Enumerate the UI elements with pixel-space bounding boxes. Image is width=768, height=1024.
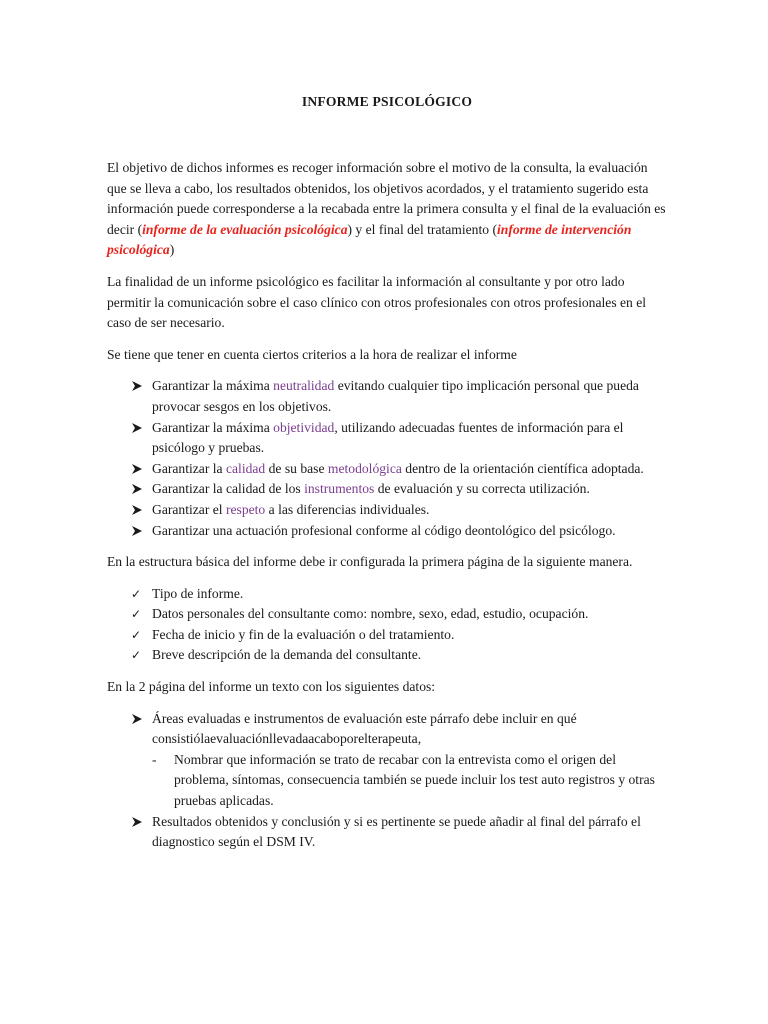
first-page-list [107,584,667,666]
text-run: Garantizar la calidad de los [152,481,305,497]
paragraph-objective [107,158,667,261]
criteria-list [107,376,667,541]
text-run: Garantizar el [152,501,226,517]
text-run: evitando cualquier tipo implicación personal que pueda provocar sesgos en los objetivos. [152,378,639,414]
text-run: Datos personales del consultante como: nombre, sexo, edad, estudio, ocupación. [152,606,589,622]
text-run: ) y el final del tratamiento ( [347,221,497,237]
list-item [107,709,667,812]
checkmark-bullet-icon: ✓ [131,607,142,622]
keyword-calidad: calidad [225,460,266,476]
arrowhead-bullet-icon [131,521,147,542]
list-item [107,500,667,521]
text-run: Garantizar la máxima [152,419,274,435]
list-item [107,812,667,853]
text-run: de evaluación y su correcta utilización. [374,481,590,497]
checkmark-bullet-icon: ✓ [131,627,142,642]
list-item [107,418,667,459]
text-run: dentro de la orientación científica adoptada. [401,460,644,476]
second-page-list [107,709,667,853]
keyword-instrumentos: instrumentos [304,481,375,497]
sub-list-item [107,750,667,812]
paragraph-criteria-intro: Se tiene que tener en cuenta ciertos criterios a la hora de realizar el informe [107,346,517,362]
text-run: a las diferencias individuales. [265,501,430,517]
list-item [107,459,667,480]
arrowhead-bullet-icon [131,479,147,500]
arrowhead-bullet-icon [131,500,147,521]
text-run: , utilizando adecuadas fuentes de información para el psicólogo y pruebas. [152,419,624,456]
text-run: Fecha de inicio y fin de la evaluación o del tratamiento. [152,626,455,642]
list-item [107,376,667,417]
arrowhead-bullet-icon [131,459,147,480]
checkmark-bullet-icon: ✓ [131,586,142,601]
keyword-metodologica: metodológica [327,460,402,476]
text-run: Breve descripción de la demanda del consultante. [152,647,422,663]
emphasis-intervention-report: informe de intervención psicológica [107,221,632,258]
paragraph-first-page-intro: En la estructura básica del informe debe ir configurada la primera página de la siguiente manera. [107,554,633,570]
list-item [107,645,667,666]
paragraph-second-page-intro: En la 2 página del informe un texto con los siguientes datos: [107,679,436,695]
keyword-neutralidad: neutralidad [273,378,335,394]
checkmark-bullet-icon: ✓ [131,648,142,663]
text-line: Áreas evaluadas e instrumentos de evaluación este párrafo debe incluir en qué [152,710,577,726]
text-run: de su base [265,460,328,476]
emphasis-evaluation-report: informe de la evaluación psicológica [142,221,348,237]
document-title: INFORME PSICOLÓGICO [301,94,473,109]
keyword-respeto: respeto [225,501,266,517]
text-run: Nombrar que información se trato de recabar con la entrevista como el origen del problema, síntomas, consecuencia también se puede incluir los test auto registros y otras pruebas aplicadas. [174,751,655,809]
keyword-objetividad: objetividad [273,419,335,435]
text-run: Resultados obtenidos y conclusión y si es pertinente se puede añadir al final del párrafo el diagnostico según el DSM IV. [152,813,641,850]
text-run: Garantizar la máxima [152,378,274,394]
text-run: Garantizar la [152,460,226,476]
text-line: consistiólaevaluaciónllevadaacaboporelterapeuta, [152,731,422,747]
arrowhead-bullet-icon [131,376,147,397]
arrowhead-bullet-icon [131,418,147,439]
dash-bullet: - [152,751,157,767]
text-run: Tipo de informe. [152,585,244,601]
list-item [107,479,667,500]
arrowhead-bullet-icon [131,812,147,833]
paragraph-purpose: La finalidad de un informe psicológico es facilitar la información al consultante y por otro lado permitir la comunicación sobre el caso clínico con otros profesionales con otros profesionales en el caso de ser necesario. [107,273,647,331]
document-body [107,92,667,864]
list-item [107,584,667,605]
list-item [107,625,667,646]
list-item [107,604,667,625]
arrowhead-bullet-icon [131,709,147,730]
sub-list [152,750,667,812]
text-run: El objetivo de dichos informes es recoger información sobre el motivo de la consulta, la evaluación que se lleva a cabo, los resultados obtenidos, los objetivos acordados, y el tratamiento sugerido esta información puede corresponderse a la recabada entre la primera consulta y el final de la evaluación es decir ( [107,160,666,237]
list-item [107,521,667,542]
text-run: Garantizar una actuación profesional conforme al código deontológico del psicólogo. [152,522,616,538]
text-run: ) [169,242,175,258]
